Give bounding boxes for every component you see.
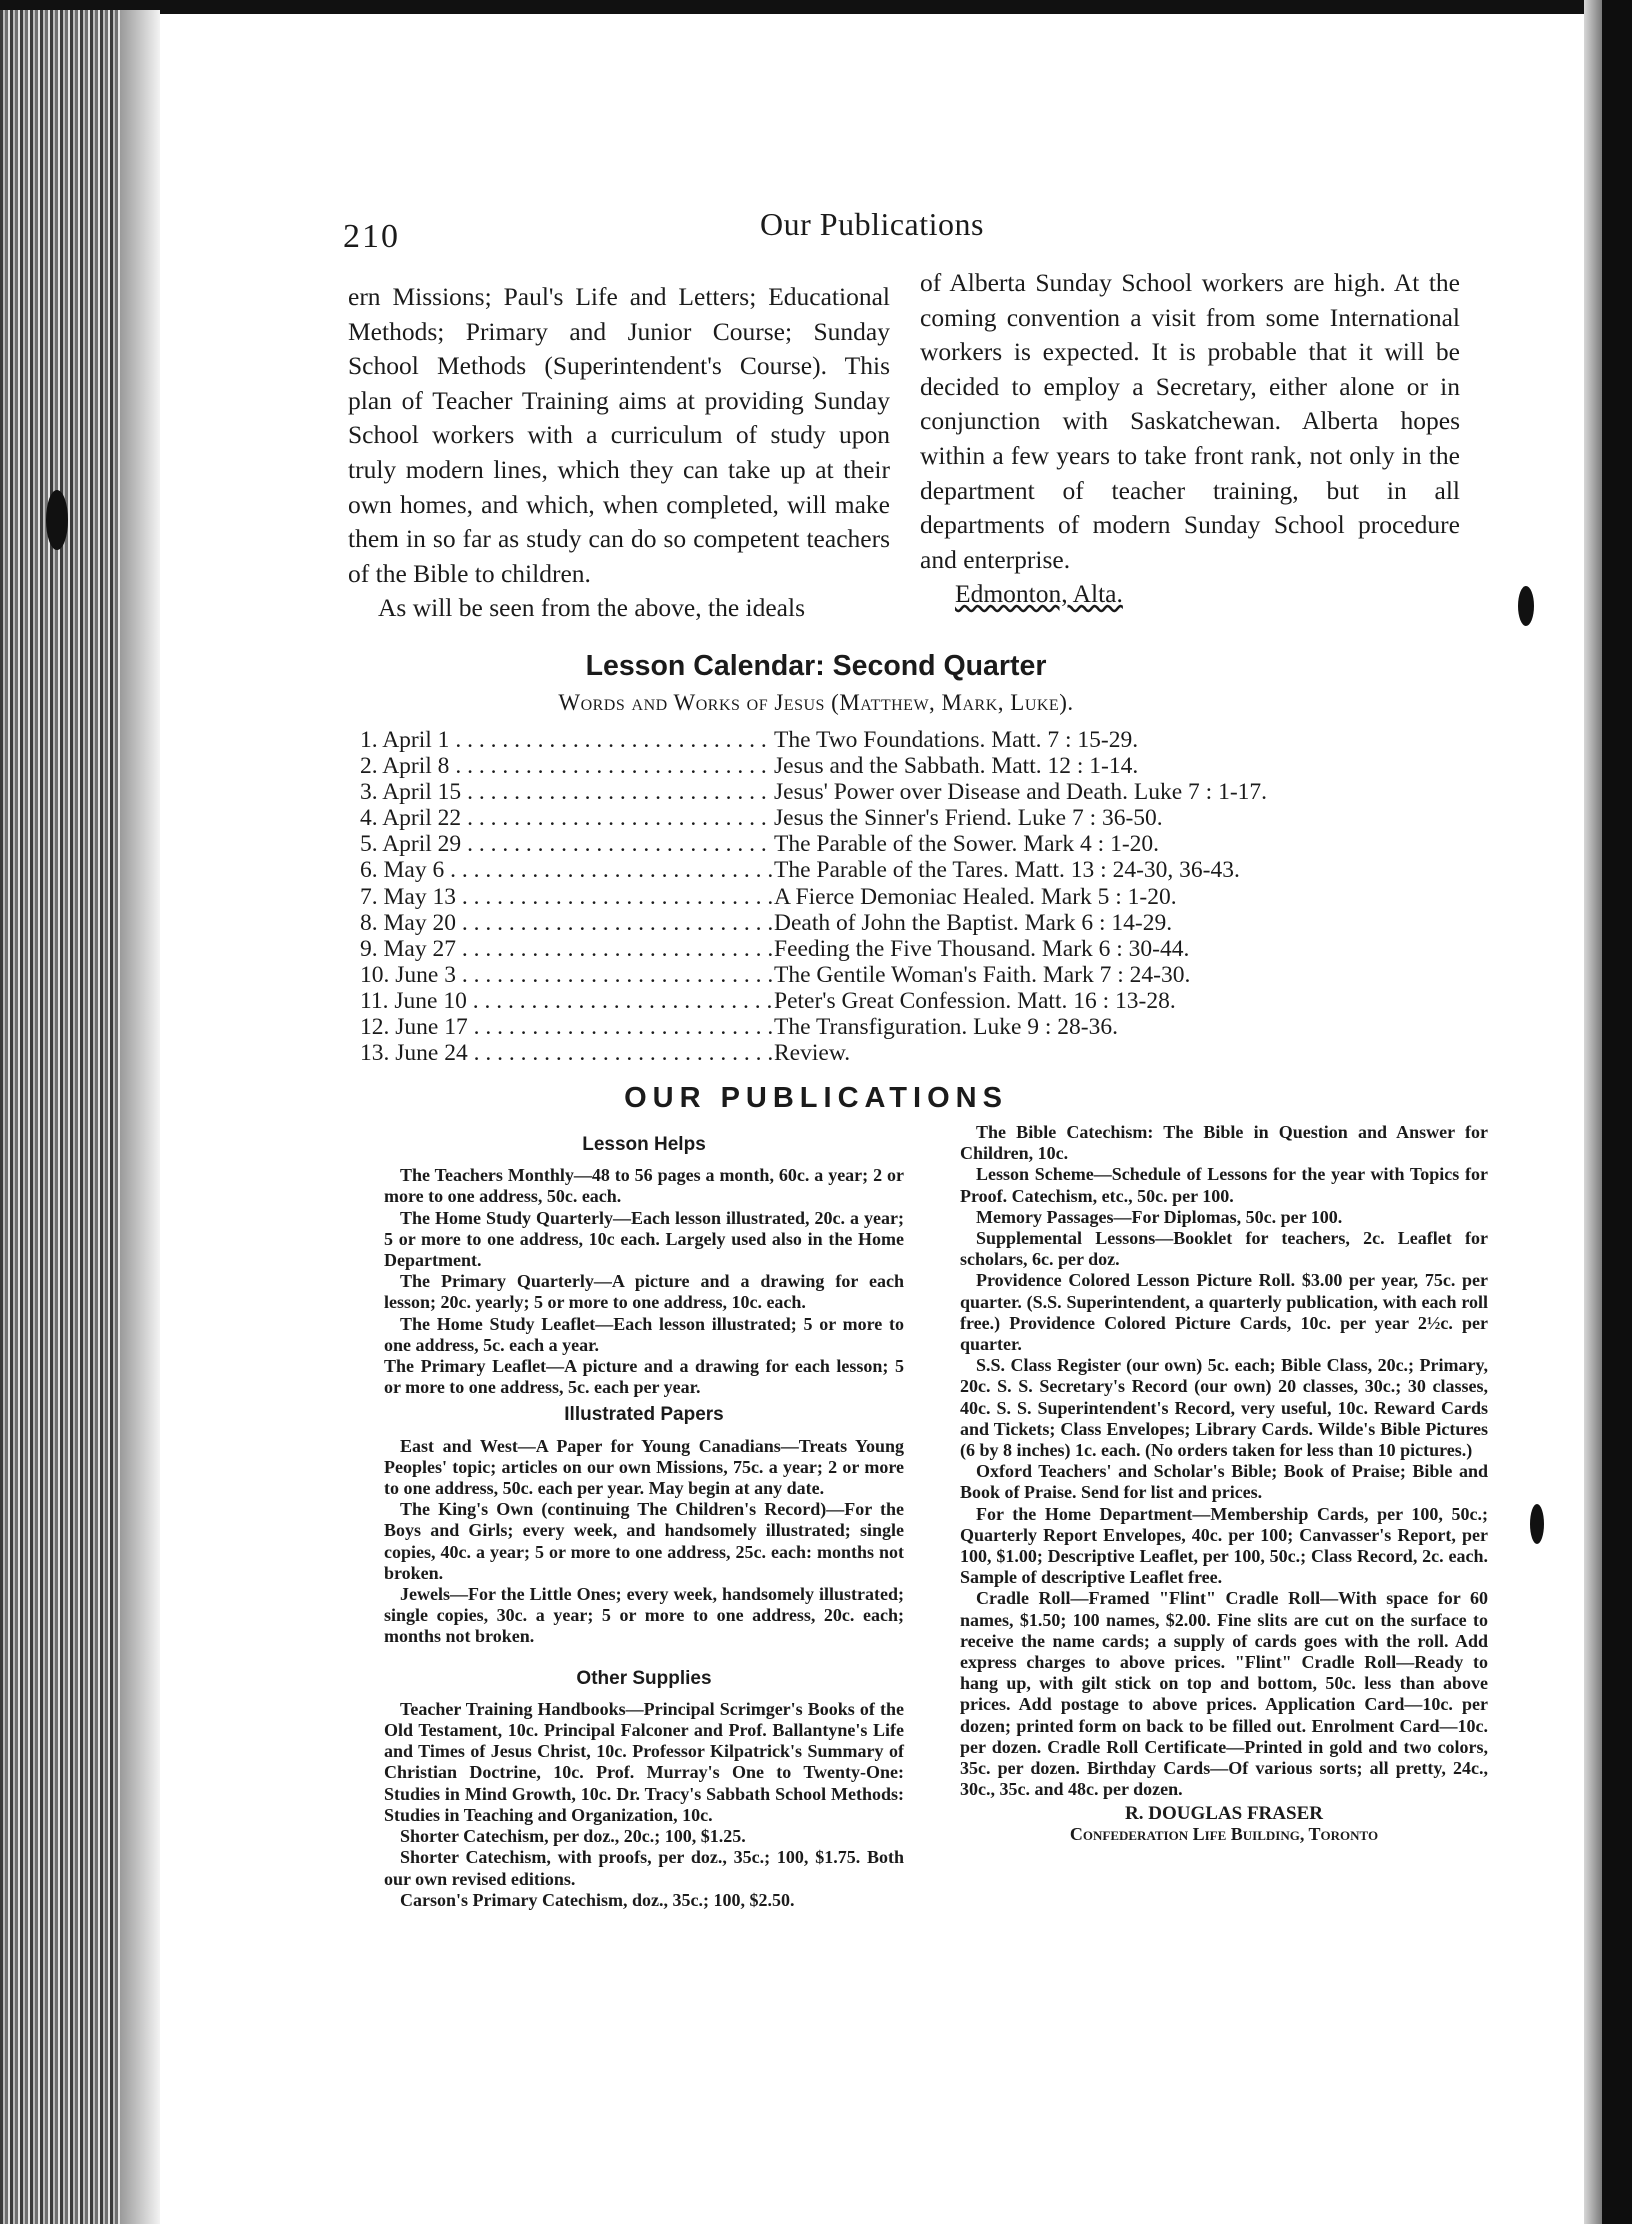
publication-item: Memory Passages—For Diplomas, 50c. per 100. xyxy=(976,1206,1343,1227)
calendar-lesson: The Transfiguration. Luke 9 : 28-36. xyxy=(774,1014,1118,1041)
calendar-date-text: 9. May 27 xyxy=(360,935,456,962)
signature-address: Confederation Life Building, Toronto xyxy=(1069,1823,1379,1844)
calendar-lesson: Death of John the Baptist. Mark 6 : 14-29. xyxy=(774,909,1173,936)
calendar-date-text: 11. June 10 xyxy=(360,987,467,1014)
leader-dots xyxy=(467,988,774,1014)
calendar-row xyxy=(360,753,1510,779)
publication-item: Shorter Catechism, per doz., 20c.; 100, $1.25. xyxy=(400,1826,746,1847)
publication-item: For the Home Department—Membership Cards, per 100, 50c.; Quarterly Report Envelopes, 40c. per 100; Canvasser's Report, per 100, $1.00; Descriptive Leaflet, per 100, 50c.; Class Record, 2c. each. Sample of descriptive Leaflet free. xyxy=(960,1503,1488,1588)
publication-item: Jewels—For the Little Ones; every week, handsomely illustrated; single copies, 30c. a year; 5 or more to one address, 20c. each; months not broken. xyxy=(384,1584,904,1647)
calendar-date-text: 6. May 6 xyxy=(360,857,445,884)
calendar-date-text: 8. May 20 xyxy=(360,909,456,936)
publication-item: Supplemental Lessons—Booklet for teachers, 2c. Leaflet for scholars, 6c. per doz. xyxy=(960,1228,1488,1270)
calendar-date xyxy=(360,910,774,936)
signature-name: R. DOUGLAS FRASER xyxy=(1125,1802,1323,1824)
calendar-date-text: 10. June 3 xyxy=(360,961,456,988)
calendar-lesson: The Gentile Woman's Faith. Mark 7 : 24-30. xyxy=(774,961,1191,988)
section-heading-illustrated-papers: Illustrated Papers xyxy=(564,1404,724,1426)
calendar-date-text: 4. April 22 xyxy=(360,805,462,832)
lesson-calendar-title: Lesson Calendar: Second Quarter xyxy=(585,650,1047,682)
calendar-row xyxy=(360,962,1510,988)
publication-item: The Home Study Leaflet—Each lesson illustrated; 5 or more to one address, 5c. each a year. xyxy=(384,1313,904,1355)
calendar-lesson: The Two Foundations. Matt. 7 : 15-29. xyxy=(774,727,1139,753)
calendar-date xyxy=(360,884,774,910)
leader-dots xyxy=(444,857,774,883)
leader-dots xyxy=(468,1014,774,1040)
calendar-date xyxy=(360,753,774,779)
leader-dots xyxy=(456,910,774,936)
publication-item: Oxford Teachers' and Scholar's Bible; Book of Praise; Bible and Book of Praise. Send for list and prices. xyxy=(960,1461,1488,1503)
publication-item: Carson's Primary Catechism, doz., 35c.; 100, $2.50. xyxy=(400,1889,795,1910)
leader-dots xyxy=(449,753,774,779)
lesson-calendar-subtitle: Words and Works of Jesus (Matthew, Mark, Luke). xyxy=(558,690,1074,715)
publication-item: The Primary Leaflet—A picture and a drawing for each lesson; 5 or more to one address, 5c. each per year. xyxy=(384,1356,904,1398)
calendar-date xyxy=(360,805,774,831)
punch-mark-upper xyxy=(1518,586,1534,626)
publication-item: Lesson Scheme—Schedule of Lessons for the year with Topics for Proof. Catechism, etc., 50c. per 100. xyxy=(960,1164,1488,1206)
calendar-row xyxy=(360,884,1510,910)
publication-item: The Primary Quarterly—A picture and a drawing for each lesson; 20c. yearly; 5 or more to one address, 10c. each. xyxy=(384,1271,904,1313)
article-right-column xyxy=(920,266,1460,612)
article-paragraph: ern Missions; Paul's Life and Letters; Educational Methods; Primary and Junior Course; Sunday School Methods (Superintendent's Course). This plan of Teacher Training aims at providing Sunday School workers with a curriculum of study upon truly modern lines, which they can take up at their own homes, and which, when completed, will make them in so far as study can do so competent teachers of the Bible to children. xyxy=(348,282,890,588)
publication-item: Shorter Catechism, with proofs, per doz., 35c.; 100, $1.75. Both our own revised editions. xyxy=(384,1847,904,1889)
calendar-row xyxy=(360,988,1510,1014)
section-heading-other-supplies: Other Supplies xyxy=(576,1667,712,1689)
article-paragraph: of Alberta Sunday School workers are high. At the coming convention a visit from some International workers is expected. It is probable that it will be decided to employ a Secretary, either alone or in conjunction with Saskatchewan. Alberta hopes within a few years to take front rank, not only in the department of teacher training, but in all departments of modern Sunday School procedure and enterprise. xyxy=(920,268,1460,574)
calendar-date xyxy=(360,1040,774,1066)
scan-top-border xyxy=(0,0,1632,14)
calendar-lesson: Jesus' Power over Disease and Death. Luke 7 : 1-17. xyxy=(774,779,1268,806)
leader-dots xyxy=(461,779,774,805)
calendar-date-text: 13. June 24 xyxy=(360,1040,468,1067)
article-signoff: Edmonton, Alta. xyxy=(955,579,1123,609)
calendar-lesson: The Parable of the Tares. Matt. 13 : 24-30, 36-43. xyxy=(774,857,1240,884)
publication-item: The Bible Catechism: The Bible in Question and Answer for Children, 10c. xyxy=(960,1122,1488,1164)
calendar-row xyxy=(360,779,1510,805)
calendar-row xyxy=(360,910,1510,936)
calendar-date xyxy=(360,779,774,805)
calendar-date-text: 3. April 15 xyxy=(360,779,462,806)
publication-item: S.S. Class Register (our own) 5c. each; Bible Class, 20c.; Primary, 20c. S. S. Secretary's Record (our own) 20 classes, 30c.; 30 classes, 40c. S. S. Superintendent's Record, very useful, 10c. Reward Cards and Tickets; Class Envelopes; Library Cards. Wilde's Bible Pictures (6 by 8 inches) 1c. each. (No orders taken for less than 10 pictures.) xyxy=(960,1355,1488,1461)
calendar-date-text: 12. June 17 xyxy=(360,1014,468,1041)
publication-item: Teacher Training Handbooks—Principal Scrimger's Books of the Old Testament, 10c. Principal Falconer and Prof. Ballantyne's Life and Times of Jesus Christ, 10c. Professor Kilpatrick's Summary of Christian Doctrine, 10c. Prof. Murray's One to Twenty-One: Studies in Mind Growth, 10c. Dr. Tracy's Sabbath School Methods: Studies in Teaching and Organization, 10c. xyxy=(384,1698,904,1825)
publication-item: Providence Colored Lesson Picture Roll. $3.00 per year, 75c. per quarter. (S.S. Superintendent, a quarterly publication, with each roll free.) Providence Colored Picture Cards, 10c. per year 2½c. per quarter. xyxy=(960,1270,1488,1355)
calendar-date xyxy=(360,831,774,857)
publication-item: Cradle Roll—Framed "Flint" Cradle Roll—With space for 60 names, $1.50; 100 names, $2.00. Fine slits are cut on the surface to receive the name cards; a supply of cards goes with the roll. Add express charges to above prices. "Flint" Cradle Roll—Ready to hang up, with gilt stick on top and bottom, 50c. less than above prices. Add postage to above prices. Application Card—10c. per dozen; printed form on back to be filled out. Enrolment Card—10c. per dozen. Cradle Roll Certificate—Printed in gold and two colors, 35c. per dozen. Birthday Cards—Of various sorts; all pretty, 24c., 30c., 35c. and 48c. per dozen. xyxy=(960,1588,1488,1800)
calendar-date xyxy=(360,857,774,883)
publication-item: The King's Own (continuing The Children's Record)—For the Boys and Girls; every week, and handsomely illustrated; single copies, 40c. a year; 5 or more to one address, 25c. each: months not broken. xyxy=(384,1499,904,1583)
calendar-date xyxy=(360,962,774,988)
article-paragraph: As will be seen from the above, the ideals xyxy=(378,593,806,623)
book-page-edges xyxy=(0,10,120,2224)
leader-dots xyxy=(456,884,774,910)
publications-right-column xyxy=(960,1122,1488,1845)
calendar-row xyxy=(360,1040,1510,1066)
calendar-lesson: Jesus and the Sabbath. Matt. 12 : 1-14. xyxy=(774,753,1139,780)
section-heading-lesson-helps: Lesson Helps xyxy=(582,1134,706,1155)
calendar-date xyxy=(360,1014,774,1040)
calendar-row xyxy=(360,805,1510,831)
calendar-lesson: Feeding the Five Thousand. Mark 6 : 30-44. xyxy=(774,935,1190,962)
leader-dots xyxy=(468,1040,774,1066)
calendar-date-text: 1. April 1 xyxy=(360,727,450,753)
calendar-date-text: 2. April 8 xyxy=(360,753,450,780)
leader-dots xyxy=(456,962,774,988)
publications-heading: OUR PUBLICATIONS xyxy=(624,1082,1008,1114)
calendar-row xyxy=(360,1014,1510,1040)
page-number: 210 xyxy=(343,218,400,255)
calendar-lesson: A Fierce Demoniac Healed. Mark 5 : 1-20. xyxy=(774,883,1177,910)
calendar-row xyxy=(360,936,1510,962)
book-gutter-shadow xyxy=(120,10,160,2224)
calendar-date-text: 7. May 13 xyxy=(360,883,456,910)
leader-dots xyxy=(449,727,774,753)
publication-item: East and West—A Paper for Young Canadians—Treats Young Peoples' topic; articles on our own Missions, 75c. a year; 2 or more to one address, 50c. each per year. May begin at any date. xyxy=(384,1435,904,1499)
calendar-lesson: Peter's Great Confession. Matt. 16 : 13-28. xyxy=(774,987,1176,1014)
publication-item: The Teachers Monthly—48 to 56 pages a month, 60c. a year; 2 or more to one address, 50c. each. xyxy=(384,1165,904,1207)
leader-dots xyxy=(456,936,774,962)
publication-item: The Home Study Quarterly—Each lesson illustrated, 20c. a year; 5 or more to one address, 10c each. Largely used also in the Home Department. xyxy=(384,1207,904,1271)
binding-mark xyxy=(46,490,68,550)
leader-dots xyxy=(461,831,774,857)
running-title: Our Publications xyxy=(760,206,984,242)
calendar-date xyxy=(360,727,774,753)
calendar-lesson: Review. xyxy=(774,1040,851,1067)
calendar-lesson: Jesus the Sinner's Friend. Luke 7 : 36-50. xyxy=(774,805,1163,832)
punch-mark-lower xyxy=(1530,1504,1544,1544)
publications-left-column xyxy=(384,1128,904,1911)
calendar-row xyxy=(360,857,1510,883)
calendar-date-text: 5. April 29 xyxy=(360,831,462,858)
calendar-row xyxy=(360,727,1510,753)
calendar-date xyxy=(360,988,774,1014)
article-left-column xyxy=(348,280,890,626)
calendar-lesson: The Parable of the Sower. Mark 4 : 1-20. xyxy=(774,831,1160,858)
lesson-calendar-list xyxy=(360,727,1510,1066)
calendar-row xyxy=(360,831,1510,857)
calendar-date xyxy=(360,936,774,962)
leader-dots xyxy=(461,805,774,831)
